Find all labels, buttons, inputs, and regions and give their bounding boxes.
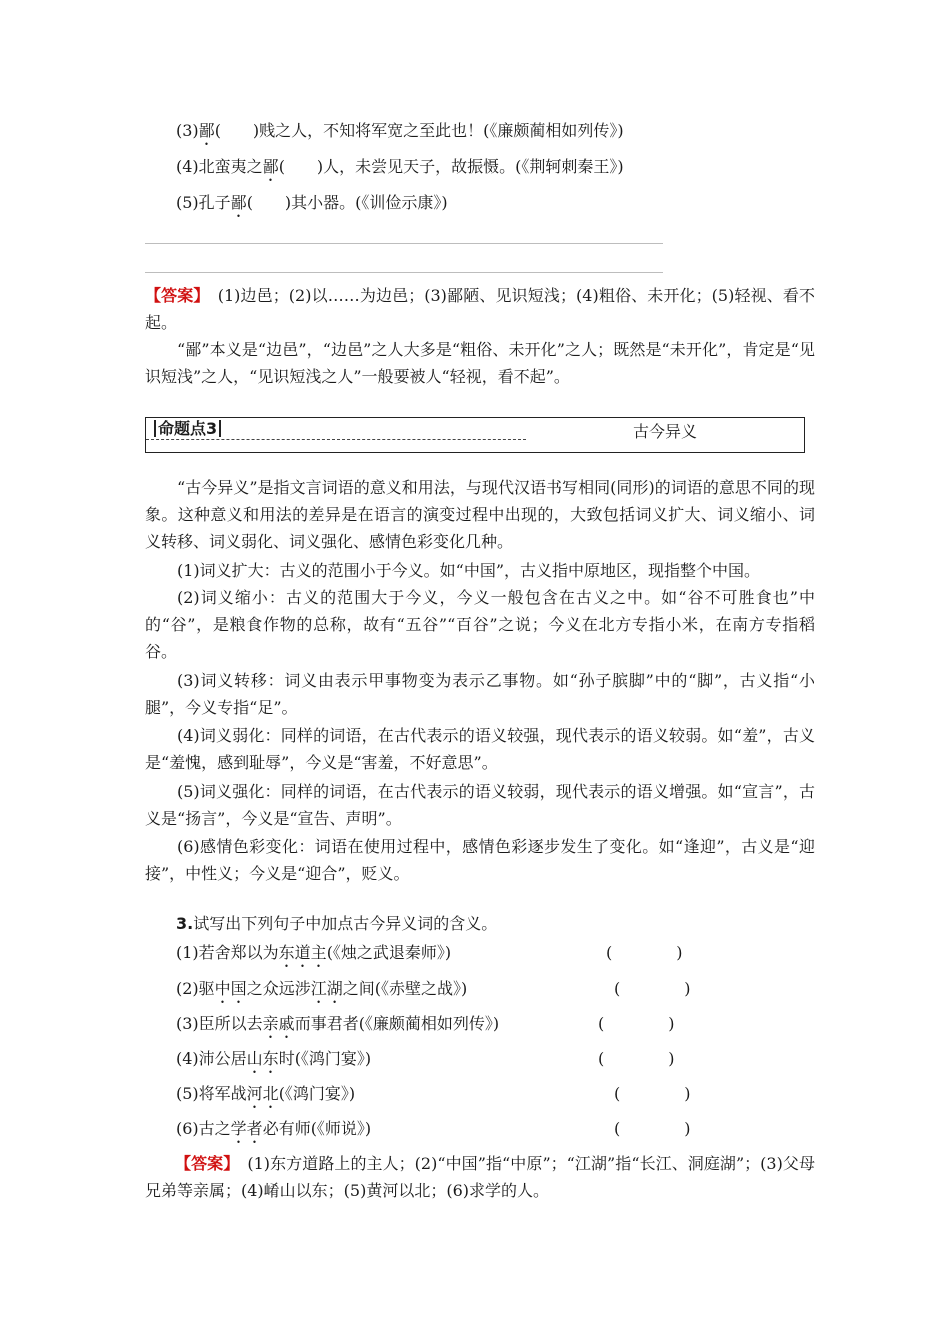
banner-title: 古今异义: [632, 422, 697, 441]
exercise-item: (6)古之学者必有师(《师说》): [176, 1119, 372, 1138]
bar-icon: [154, 420, 156, 437]
point-paragraph: (2)词义缩小：古义的范围大于今义，今义一般包含在古义之中。如“谷不可胜食也”中的“谷”，是粮食作物的总称，故有“五谷”“百谷”之说；今义在北方专指小米，在南方专指稻谷。: [145, 588, 815, 661]
exercise-item: (4)沛公居山东时(《鸿门宴》): [176, 1049, 372, 1068]
answer-paren[interactable]: ( ): [614, 1119, 691, 1138]
upper-item: (3)鄙( )贱之人，不知将军宽之至此也！(《廉颇蔺相如列传》): [176, 121, 624, 140]
exercise-item: (2)驱中国之众远涉江湖之间(《赤壁之战》): [176, 979, 468, 998]
answer-block: [145, 282, 815, 336]
exercise-title: 3.试写出下列句子中加点古今异义词的含义。: [176, 914, 498, 933]
exercise-item: (5)将军战河北(《鸿门宴》): [176, 1084, 356, 1103]
answer-paren[interactable]: ( ): [614, 1084, 691, 1103]
dotted-word: 亲戚: [262, 1014, 295, 1033]
exercise-item: (1)若舍郑以为东道主(《烛之武退秦师》): [176, 943, 452, 962]
dotted-word: 鄙: [198, 121, 215, 140]
point-paragraph: (6)感情色彩变化：词语在使用过程中，感情色彩逐步发生了变化。如“逢迎”，古义是“迎接”，中性义；今义是“迎合”，贬义。: [145, 837, 815, 883]
banner-tag: 命题点3: [146, 418, 526, 440]
dotted-word: 学者: [230, 1119, 263, 1138]
answer-blank-line[interactable]: [145, 272, 663, 273]
answer-paren[interactable]: ( ): [598, 1014, 675, 1033]
answer-paren[interactable]: ( ): [606, 943, 683, 962]
point-paragraph: (1)词义扩大：古义的范围小于今义。如“中国”，古义指中原地区，现指整个中国。: [177, 561, 761, 580]
dotted-word: 东道主: [278, 943, 327, 962]
upper-item: (5)孔子鄙( )其小器。(《训俭示康》): [176, 193, 448, 212]
dotted-word: 河北: [246, 1084, 279, 1103]
answer-block: [145, 1150, 815, 1204]
section-banner: [145, 417, 805, 453]
answer-explanation: “鄙”本义是“边邑”，“边邑”之人大多是“粗俗、未开化”之人；既然是“未开化”，肯定是“见识短浅”之人，“见识短浅之人”一般要被人“轻视，看不起”。: [145, 340, 815, 386]
upper-item: (4)北蛮夷之鄙( )人，未尝见天子，故振慑。(《荆轲刺秦王》): [176, 157, 624, 176]
dotted-word: 中国: [214, 979, 247, 998]
point-paragraph: (5)词义强化：同样的词语，在古代表示的语义较弱，现代表示的语义增强。如“宣言”，古义是“扬言”，今义是“宣告、声明”。: [145, 782, 815, 828]
answer-tag: 【答案】: [175, 1154, 232, 1173]
answer-text: (1)东方道路上的主人；(2)“中国”指“中原”；“江湖”指“长江、洞庭湖”；(3)父母兄弟等亲属；(4)崤山以东；(5)黄河以北；(6)求学的人。: [145, 1154, 815, 1200]
answer-paren[interactable]: ( ): [598, 1049, 675, 1068]
bar-icon: [219, 420, 221, 437]
point-paragraph: (4)词义弱化：同样的词语，在古代表示的语义较强，现代表示的语义较弱。如“羞”，古义是“羞愧，感到耻辱”，今义是“害羞，不好意思”。: [145, 726, 815, 772]
answer-paren[interactable]: ( ): [614, 979, 691, 998]
dotted-word: 鄙: [262, 157, 279, 176]
exercise-item: (3)臣所以去亲戚而事君者(《廉颇蔺相如列传》): [176, 1014, 500, 1033]
answer-text: (1)边邑；(2)以……为边邑；(3)鄙陋、见识短浅；(4)粗俗、未开化；(5)轻视、看不起。: [145, 286, 815, 332]
dotted-word: 鄙: [230, 193, 247, 212]
answer-blank-line[interactable]: [145, 243, 663, 244]
intro-paragraph: “古今异义”是指文言词语的意义和用法，与现代汉语书写相同(同形)的词语的意思不同的现象。这种意义和用法的差异是在语言的演变过程中出现的，大致包括词义扩大、词义缩小、词义转移、词义弱化、词义强化、感情色彩变化几种。: [145, 478, 815, 551]
answer-tag: 【答案】: [145, 286, 202, 305]
point-paragraph: (3)词义转移：词义由表示甲事物变为表示乙事物。如“孙子膑脚”中的“脚”，古义指“小腿”，今义专指“足”。: [145, 671, 815, 717]
dotted-word: 山东: [246, 1049, 279, 1068]
dotted-word: 江湖: [310, 979, 343, 998]
